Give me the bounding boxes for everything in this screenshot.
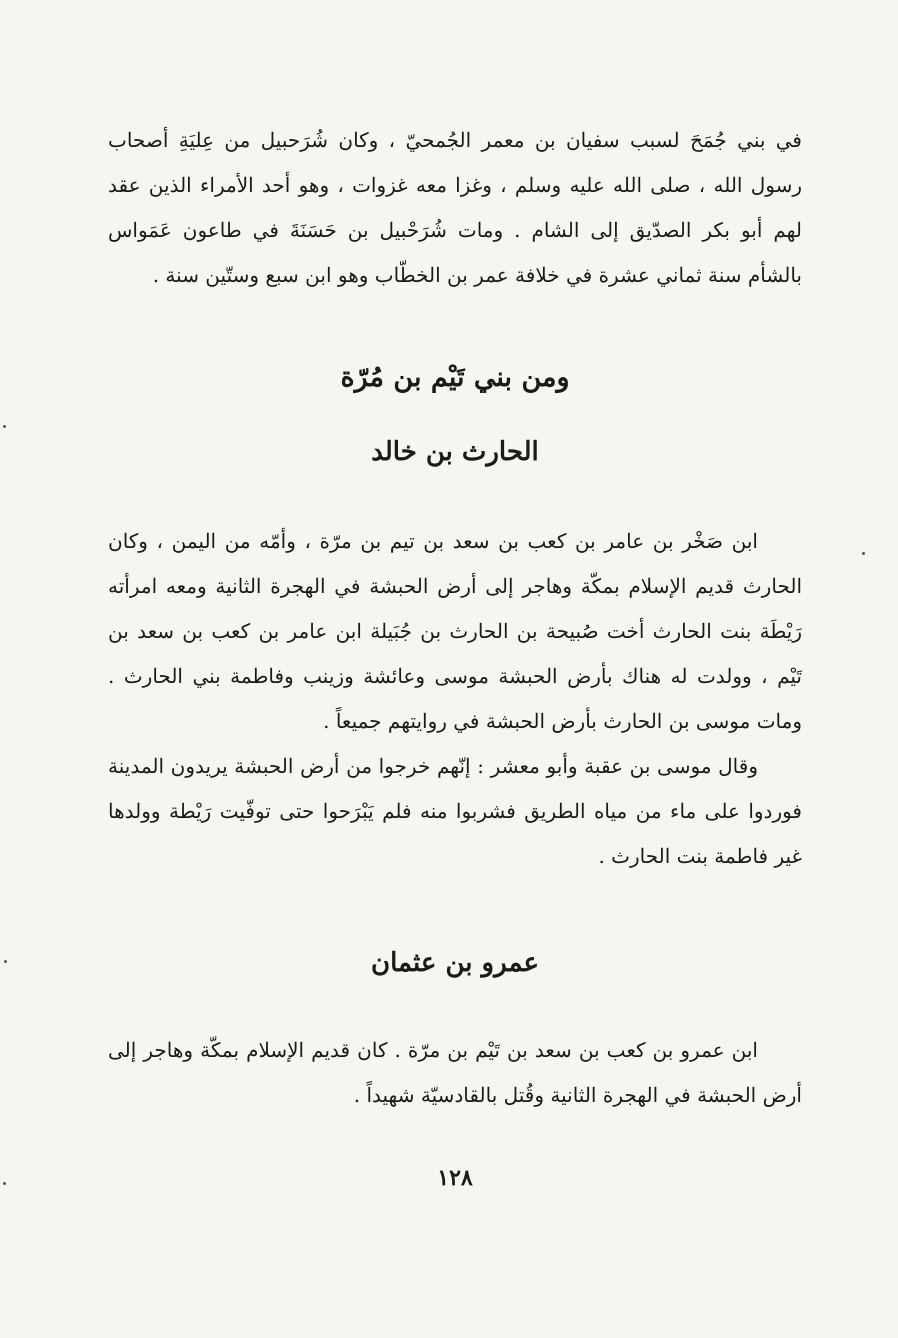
paragraph-amr: ابن عمرو بن كعب بن سعد بن تَيْم بن مرّة . كان قديم الإسلام بمكّة وهاجر إلى أرض الحبشة في الهجرة الثانية وقُتل بالقادسيّة شهيداً .	[108, 1038, 802, 1107]
page-number: ١٢٨	[437, 1165, 473, 1191]
entry-heading-amr: عمرو بن عثمان	[371, 948, 539, 978]
scan-mark	[3, 1182, 6, 1185]
paragraph-harith: ابن صَخْر بن عامر بن كعب بن سعد بن تيم بن مرّة ، وأمّه من اليمن ، وكان الحارث قديم الإسلام بمكّة وهاجر إلى أرض الحبشة في الهجرة الثانية ومعه امرأته رَيْطَة بنت الحارث أخت صُبيحة بن الحارث بن جُبَيلة ابن عامر بن كعب بن سعد بن تَيْم ، وولدت له هناك بأرض الحبشة موسى وعائشة وزينب وفاطمة بني الحارث . ومات موسى بن الحارث بأرض الحبشة في روايتهم جميعاً .	[108, 529, 803, 733]
paragraph-musa-narration: وقال موسى بن عقبة وأبو معشر : إنّهم خرجوا من أرض الحبشة يريدون المدينة فوردوا على ماء من مياه الطريق فشربوا منه فلم يَبْرَحوا حتى توفّيت رَيْطة وولدها غير فاطمة بنت الحارث .	[108, 754, 802, 868]
paragraph-sharhabil: في بني جُمَحَ لسبب سفيان بن معمر الجُمحيّ ، وكان شُرَحبيل من عِليَةِ أصحاب رسول الله ، صلى الله عليه وسلم ، وغزا معه غزوات ، وهو أحد الأمراء الذين عقد لهم أبو بكر الصدّيق إلى الشام . ومات شُرَحْبيل بن حَسَنَةَ في طاعون عَمَواس بالشأم سنة ثماني عشرة في خلافة عمر بن الخطّاب وهو ابن سبع وستّين سنة .	[108, 128, 802, 287]
section-heading: ومن بني تَيْم بن مُرّة	[340, 362, 570, 393]
scan-mark	[4, 960, 7, 963]
entry-heading-harith: الحارث بن خالد	[371, 437, 539, 467]
book-page	[108, 118, 802, 1298]
scan-mark	[3, 425, 6, 428]
scan-mark	[862, 552, 865, 555]
